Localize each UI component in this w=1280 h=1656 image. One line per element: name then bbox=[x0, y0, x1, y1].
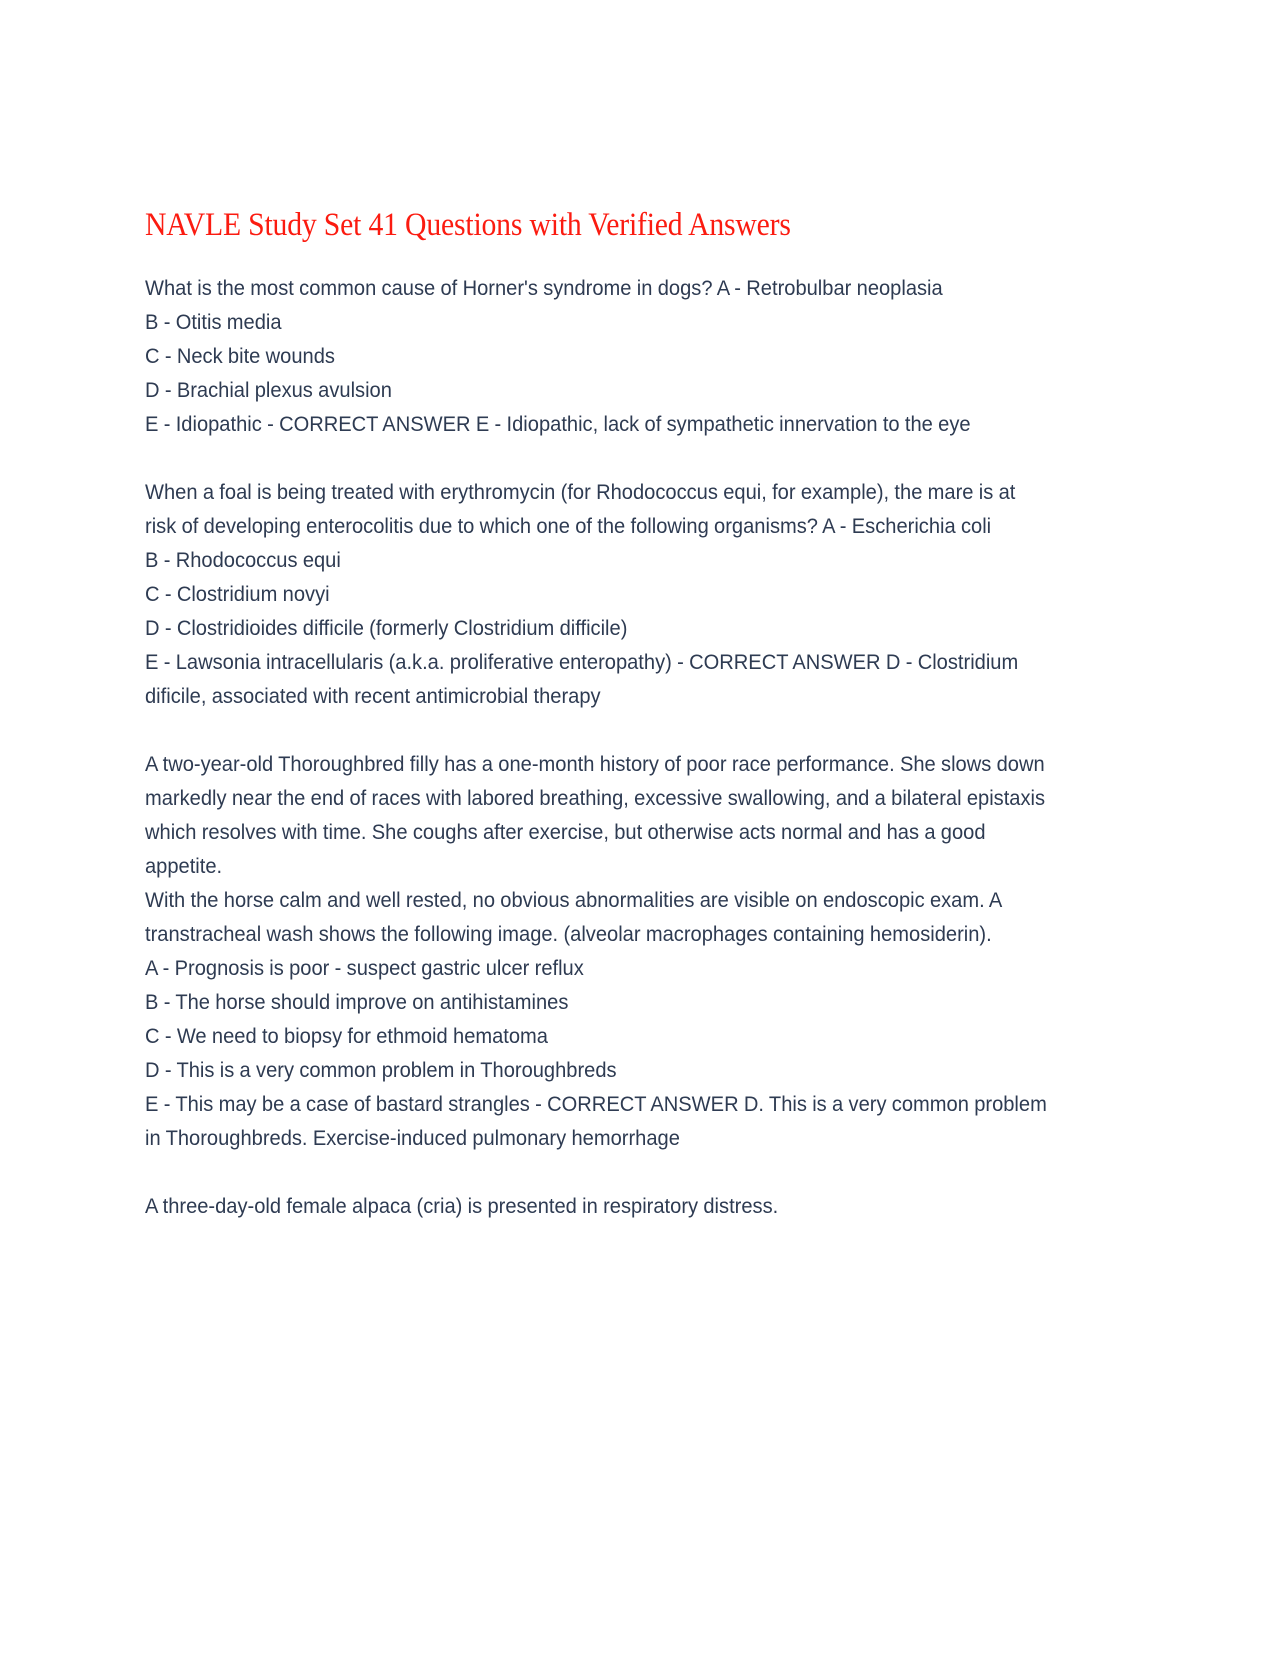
text-line: E - Lawsonia intracellularis (a.k.a. proliferative enteropathy) - CORRECT ANSWER D - Clostridium dificile, associated with recent antimicrobial therapy bbox=[145, 650, 1019, 709]
page-title: NAVLE Study Set 41 Questions with Verified Answers bbox=[145, 207, 791, 243]
question-block-1 bbox=[145, 271, 1050, 441]
text-line: E - This may be a case of bastard strangles - CORRECT ANSWER D. This is a very common problem in Thoroughbreds. Exercise-induced pulmonary hemorrhage bbox=[145, 1092, 1047, 1151]
text-line: A three-day-old female alpaca (cria) is presented in respiratory distress. bbox=[145, 1194, 779, 1219]
question-block-4 bbox=[145, 1189, 1050, 1223]
text-line: What is the most common cause of Horner's syndrome in dogs? A - Retrobulbar neoplasia bbox=[145, 276, 943, 301]
question-block-3 bbox=[145, 747, 1050, 1155]
text-line: A two-year-old Thoroughbred filly has a one-month history of poor race performance. She slows down markedly near the end of races with labored breathing, excessive swallowing, and a bilateral epistaxis which resolves with time. She coughs after exercise, but otherwise acts normal and has a good appetite. bbox=[145, 752, 1046, 879]
question-block-2 bbox=[145, 475, 1050, 713]
text-line: D - Clostridioides difficile (formerly Clostridium difficile) bbox=[145, 616, 628, 641]
text-line: D - Brachial plexus avulsion bbox=[145, 378, 392, 403]
text-line: E - Idiopathic - CORRECT ANSWER E - Idiopathic, lack of sympathetic innervation to the eye bbox=[145, 412, 971, 437]
text-line: C - Clostridium novyi bbox=[145, 582, 330, 607]
text-line: A - Prognosis is poor - suspect gastric ulcer reflux bbox=[145, 956, 584, 981]
text-line: B - The horse should improve on antihistamines bbox=[145, 990, 569, 1015]
text-line: D - This is a very common problem in Thoroughbreds bbox=[145, 1058, 617, 1083]
text-line: With the horse calm and well rested, no obvious abnormalities are visible on endoscopic exam. A transtracheal wash shows the following image. (alveolar macrophages containing hemosiderin). bbox=[145, 888, 1002, 947]
text-line: B - Rhodococcus equi bbox=[145, 548, 341, 573]
text-line: C - Neck bite wounds bbox=[145, 344, 335, 369]
text-line: When a foal is being treated with erythromycin (for Rhodococcus equi, for example), the mare is at risk of developing enterocolitis due to which one of the following organisms? A - Escherichia coli bbox=[145, 480, 1016, 539]
text-line: B - Otitis media bbox=[145, 310, 282, 335]
text-line: C - We need to biopsy for ethmoid hematoma bbox=[145, 1024, 548, 1049]
document-body bbox=[145, 205, 1050, 1223]
